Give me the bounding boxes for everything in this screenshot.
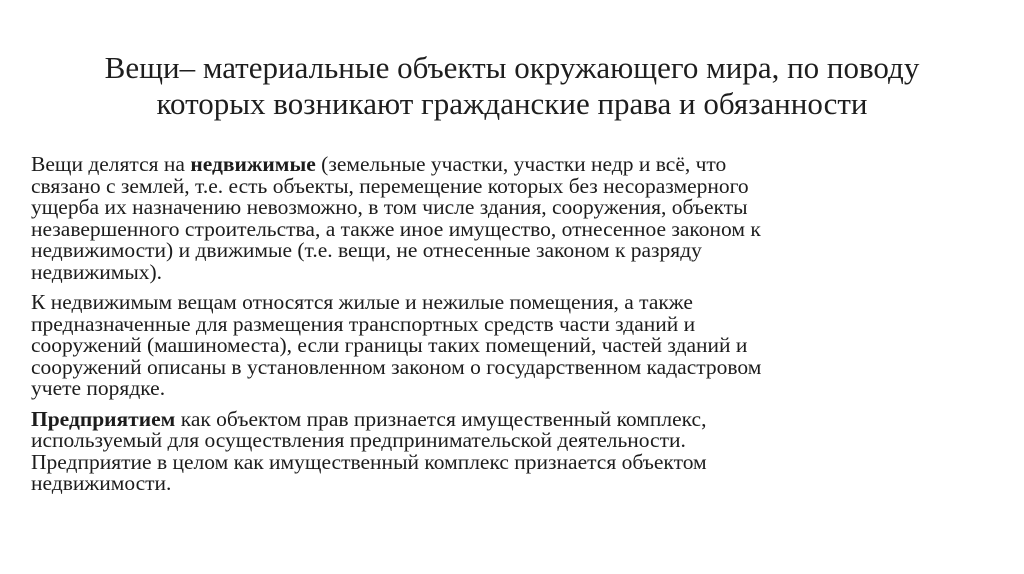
text-run: (земельные участки, участки недр и всё, что <box>315 152 727 176</box>
text-line: Предприятие в целом как имущественный комплекс признается объектом <box>31 449 707 474</box>
paragraph-movable-immovable <box>31 154 971 283</box>
text-line: используемый для осуществления предпринимательской деятельности. <box>31 428 686 452</box>
text-line: предназначенные для размещения транспортных средств части зданий и <box>31 311 696 336</box>
text-line: связано с землей, т.е. есть объекты, перемещение которых без несоразмерного <box>31 173 749 198</box>
slide-body <box>31 154 971 504</box>
text-line <box>31 154 971 176</box>
text-line: К недвижимым вещам относятся жилые и нежилые помещения, а также <box>31 290 693 314</box>
title-line: Вещи– материальные объекты окружающего мира, по поводу <box>104 50 920 85</box>
text-line: незавершенного строительства, а также иное имущество, отнесенное законом к <box>31 216 761 241</box>
text-line: сооружений (машиноместа), если границы таких помещений, частей зданий и <box>31 333 748 357</box>
paragraph-enterprise <box>31 406 971 495</box>
text-run: Вещи делятся на <box>31 152 191 176</box>
text-line <box>31 406 971 431</box>
text-line: недвижимости) и движимые (т.е. вещи, не отнесенные законом к разряду <box>31 238 702 262</box>
text-line: сооружений описаны в установленном законом о государственном кадастровом <box>31 354 762 379</box>
text-line: недвижимости. <box>31 471 172 495</box>
bold-term-enterprise: Предприятием <box>31 406 176 431</box>
text-line: учете порядке. <box>31 376 166 400</box>
title-line: которых возникают гражданские права и обязанности <box>156 86 868 121</box>
text-line: недвижимых). <box>31 259 163 284</box>
text-line: ущерба их назначению невозможно, в том числе здания, сооружения, объекты <box>31 195 748 219</box>
bold-term-immovable: недвижимые <box>190 152 316 176</box>
paragraph-premises <box>31 292 971 400</box>
slide-title <box>40 50 984 122</box>
text-run: как объектом прав признается имущественный комплекс, <box>175 406 707 431</box>
